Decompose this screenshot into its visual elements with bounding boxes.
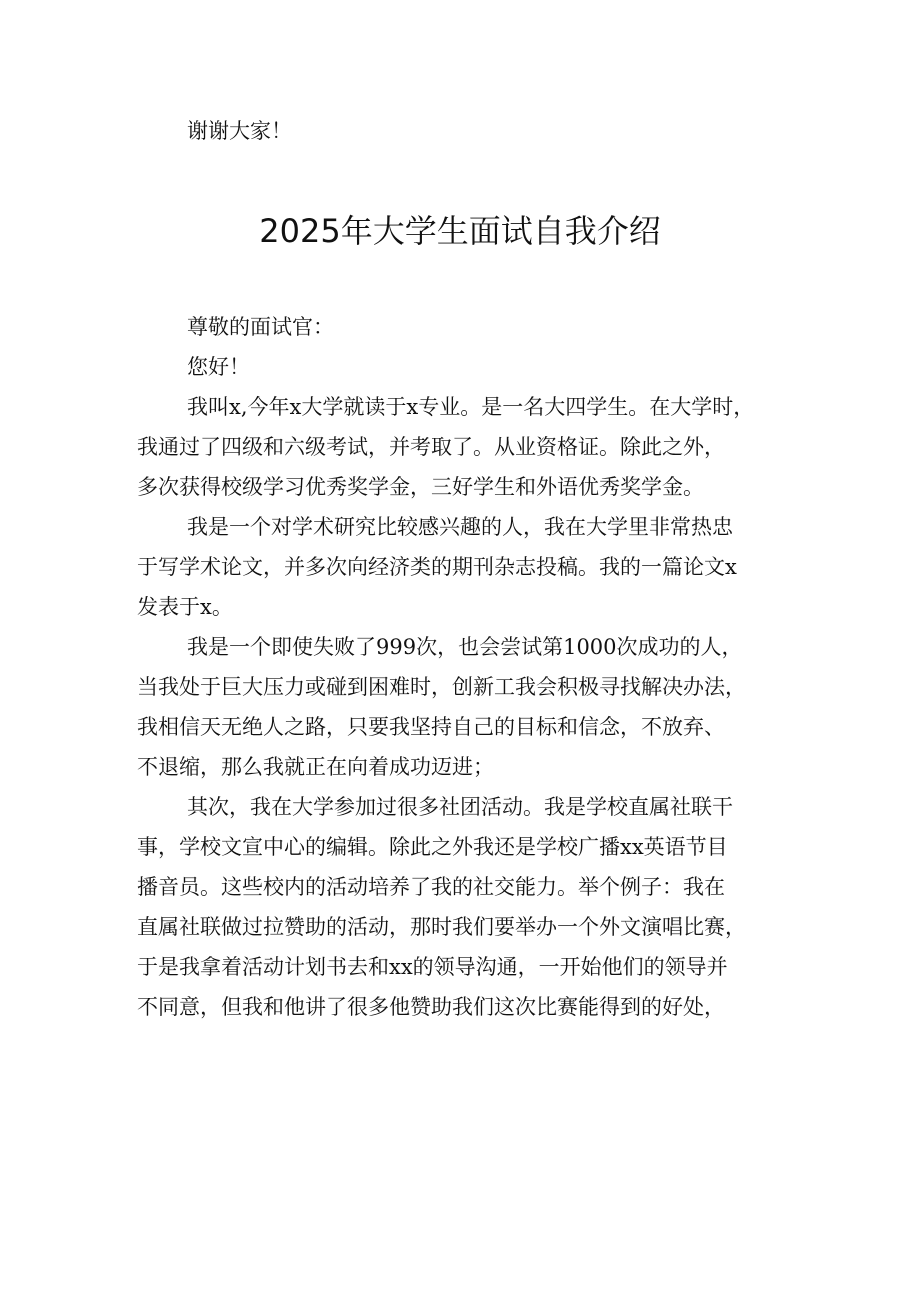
paragraph-line: 我相信天无绝人之路，只要我坚持自己的目标和信念，不放弃、	[137, 715, 725, 739]
paragraph-line: 直属社联做过拉赞助的活动，那时我们要举办一个外文演唱比赛，	[137, 915, 746, 939]
closing-line: 谢谢大家！	[187, 119, 292, 143]
paragraph-line: 不同意，但我和他讲了很多他赞助我们这次比赛能得到的好处，	[137, 995, 725, 1019]
paragraph-line: 我是一个即使失败了999次，也会尝试第1000次成功的人，	[187, 635, 743, 659]
paragraph-line: 于写学术论文，并多次向经济类的期刊杂志投稿。我的一篇论文x	[137, 555, 737, 579]
paragraph-line: 其次，我在大学参加过很多社团活动。我是学校直属社联干	[187, 795, 733, 819]
paragraph-line: 当我处于巨大压力或碰到困难时，创新工我会积极寻找解决办法，	[137, 675, 746, 699]
paragraph-line: 发表于x。	[137, 595, 233, 619]
document-body	[137, 307, 797, 1027]
paragraph-line: 我通过了四级和六级考试，并考取了。从业资格证。除此之外，	[137, 435, 725, 459]
paragraph-line: 于是我拿着活动计划书去和xx的领导沟通，一开始他们的领导并	[137, 955, 728, 979]
paragraph-line: 播音员。这些校内的活动培养了我的社交能力。举个例子：我在	[137, 875, 725, 899]
paragraph-line: 多次获得校级学习优秀奖学金，三好学生和外语优秀奖学金。	[137, 475, 704, 499]
paragraph-line: 我是一个对学术研究比较感兴趣的人，我在大学里非常热忠	[187, 515, 733, 539]
paragraph-line: 不退缩，那么我就正在向着成功迈进；	[137, 755, 494, 779]
document-title: 2025年大学生面试自我介绍	[259, 212, 661, 250]
paragraph-line: 事，学校文宣中心的编辑。除此之外我还是学校广播xx英语节目	[137, 835, 728, 859]
paragraph-line: 我叫x,今年x大学就读于x专业。是一名大四学生。在大学时，	[187, 395, 755, 419]
salutation-line: 尊敬的面试官：	[187, 315, 334, 339]
greeting-line: 您好！	[187, 355, 250, 379]
